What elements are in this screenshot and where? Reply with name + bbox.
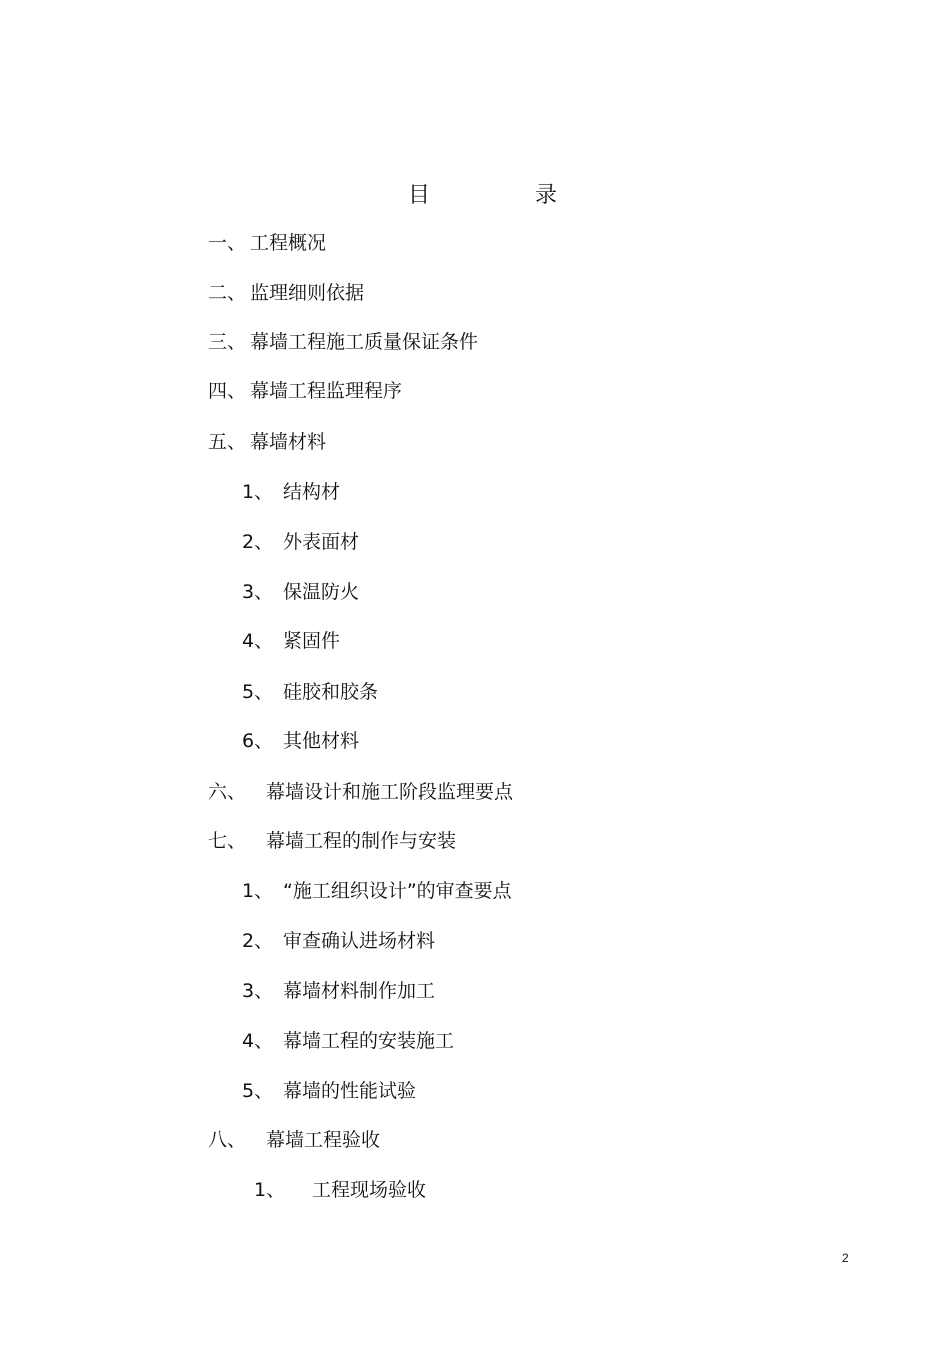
- toc-entry-number: 6、: [242, 730, 274, 752]
- toc-entry-number: 1、: [242, 481, 274, 503]
- toc-title: [0, 178, 950, 208]
- toc-title-char-2: 录: [535, 183, 558, 208]
- toc-entry-label: 幕墙工程的安装施工: [283, 1030, 455, 1052]
- toc-entry-number: 1、: [242, 880, 274, 902]
- toc-entry-label: 审查确认进场材料: [283, 930, 436, 952]
- toc-entry-label: 其他材料: [283, 730, 360, 752]
- toc-entry-number: 5、: [242, 681, 274, 703]
- toc-entry-label: 幕墙工程监理程序: [250, 380, 403, 402]
- toc-entry-number: 六、: [208, 781, 247, 803]
- toc-entry-label: 紧固件: [283, 630, 341, 652]
- toc-entry-number: 七、: [208, 830, 247, 852]
- toc-entry-number: 5、: [242, 1080, 274, 1102]
- toc-entry-number: 3、: [242, 980, 274, 1002]
- toc-entry-label: 幕墙工程验收: [266, 1129, 381, 1151]
- toc-entry-label: 工程现场验收: [312, 1179, 427, 1201]
- toc-entry-label: 幕墙的性能试验: [283, 1080, 417, 1102]
- toc-entry-number: 五、: [208, 431, 247, 453]
- toc-entry-label: 外表面材: [283, 531, 360, 553]
- toc-entry-label: “施工组织设计”的审查要点: [283, 880, 512, 902]
- toc-entry-label: 工程概况: [250, 232, 327, 254]
- toc-entry-label: 监理细则依据: [250, 282, 365, 304]
- toc-entry-number: 2、: [242, 930, 274, 952]
- toc-entry-label: 结构材: [283, 481, 341, 503]
- toc-entry-label: 幕墙材料制作加工: [283, 980, 436, 1002]
- toc-entry-label: 幕墙材料: [250, 431, 327, 453]
- toc-entry-label: 幕墙设计和施工阶段监理要点: [266, 781, 514, 803]
- toc-entry-number: 1、: [254, 1179, 286, 1201]
- toc-entry-number: 三、: [208, 331, 247, 353]
- toc-entry-number: 四、: [208, 380, 247, 402]
- toc-title-char-1: 目: [408, 183, 431, 208]
- toc-entry-number: 2、: [242, 531, 274, 553]
- toc-entry-label: 保温防火: [283, 581, 360, 603]
- page-number: 2: [842, 1251, 849, 1265]
- toc-entry-number: 3、: [242, 581, 274, 603]
- toc-entry-label: 幕墙工程的制作与安装: [266, 830, 457, 852]
- toc-entry-number: 4、: [242, 1030, 274, 1052]
- toc-entry-number: 二、: [208, 282, 247, 304]
- toc-entry-number: 八、: [208, 1129, 247, 1151]
- toc-entry-label: 幕墙工程施工质量保证条件: [250, 331, 479, 353]
- toc-entry-number: 一、: [208, 232, 247, 254]
- toc-entry-number: 4、: [242, 630, 274, 652]
- toc-entry-label: 硅胶和胶条: [283, 681, 379, 703]
